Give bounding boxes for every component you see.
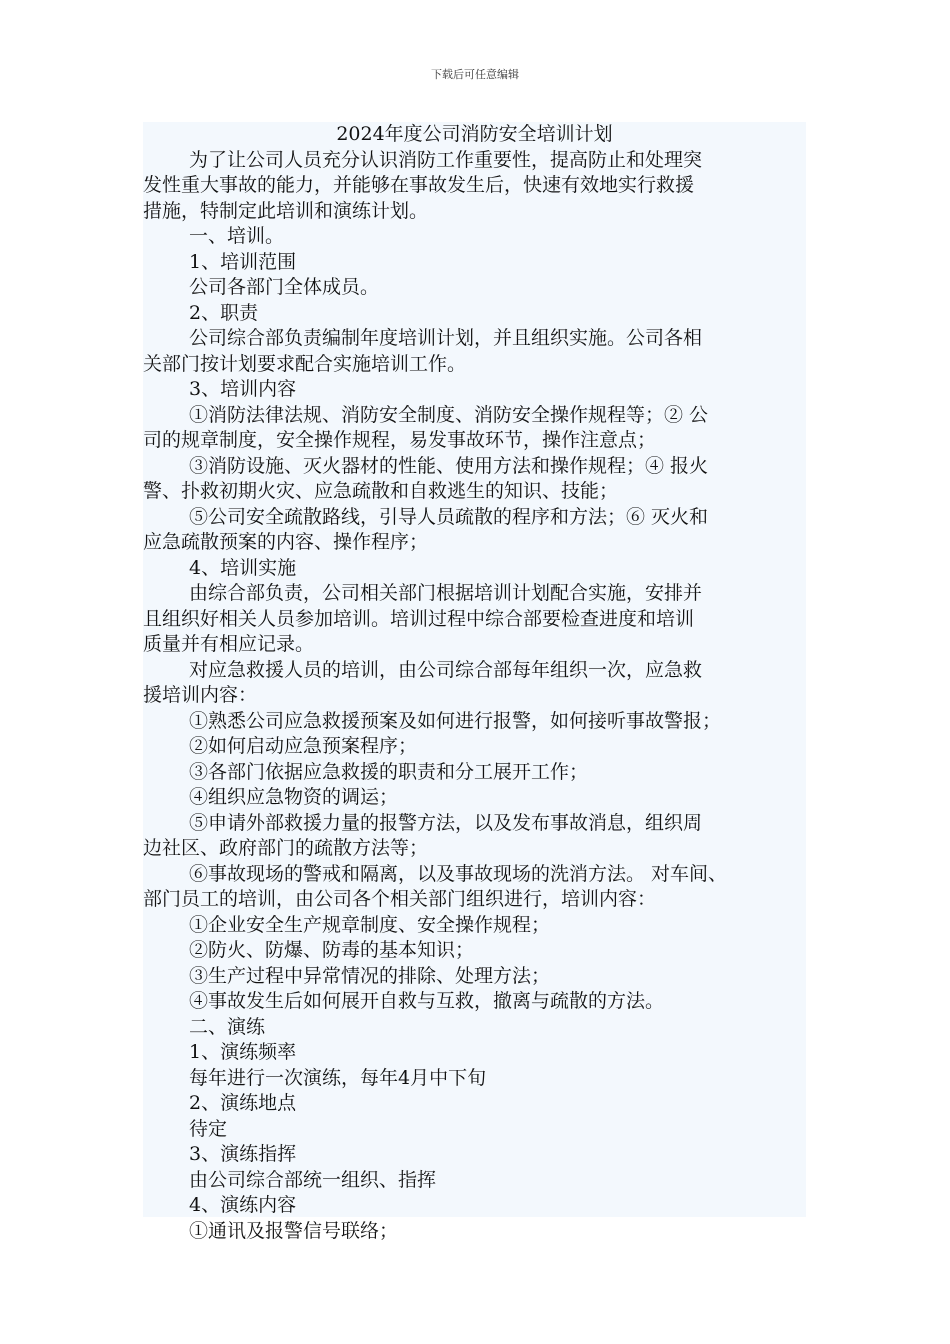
- text-line: 边社区、政府部门的疏散方法等；: [143, 837, 429, 859]
- text-line: 2、演练地点: [189, 1092, 297, 1114]
- text-line: ⑥事故现场的警戒和隔离，以及事故现场的洗消方法。 对车间、: [189, 862, 728, 885]
- text-line: ①熟悉公司应急救援预案及如何进行报警，如何接听事故警报；: [189, 709, 722, 732]
- text-line: 待定: [189, 1117, 228, 1140]
- text-line: 公司综合部负责编制年度培训计划，并且组织实施。公司各相: [189, 327, 703, 349]
- document-body: [143, 122, 806, 1242]
- text-line: 公司各部门全体成员。: [189, 276, 380, 298]
- text-line: ①消防法律法规、消防安全制度、消防安全操作规程等；② 公: [189, 403, 709, 426]
- text-line: 对应急救援人员的培训，由公司综合部每年组织一次，应急救: [189, 658, 703, 681]
- text-line: 1、演练频率: [189, 1041, 297, 1063]
- text-line: 措施，特制定此培训和演练计划。: [143, 199, 429, 222]
- text-line: 发性重大事故的能力，并能够在事故发生后，快速有效地实行救援: [143, 174, 695, 196]
- text-line: 每年进行一次演练，每年4月中下旬: [189, 1066, 487, 1089]
- text-line: 二、演练: [189, 1015, 266, 1038]
- text-line: 司的规章制度，安全操作规程，易发事故环节，操作注意点；: [143, 429, 657, 451]
- text-line: 关部门按计划要求配合实施培训工作。: [143, 352, 467, 375]
- text-line: ①企业安全生产规章制度、安全操作规程；: [189, 913, 551, 936]
- text-line: 由公司综合部统一组织、指挥: [189, 1168, 437, 1191]
- text-line: ⑤公司安全疏散路线，引导人员疏散的程序和方法；⑥ 灭火和: [189, 505, 709, 528]
- text-line: 一、培训。: [189, 225, 285, 247]
- text-line: 且组织好相关人员参加培训。培训过程中综合部要检查进度和培训: [143, 607, 695, 630]
- text-line: 为了让公司人员充分认识消防工作重要性，提高防止和处理突: [189, 148, 703, 171]
- text-line: 由综合部负责，公司相关部门根据培训计划配合实施，安排并: [189, 582, 703, 604]
- text-line: 3、培训内容: [189, 378, 297, 400]
- text-line: ②如何启动应急预案程序；: [189, 735, 418, 757]
- text-line: 部门员工的培训，由公司各个相关部门组织进行，培训内容：: [143, 888, 657, 910]
- text-line: 4、培训实施: [189, 556, 297, 579]
- text-line: 警、扑救初期火灾、应急疏散和自救逃生的知识、技能；: [143, 480, 619, 502]
- text-line: ④事故发生后如何展开自救与互救，撤离与疏散的方法。: [189, 990, 665, 1012]
- text-line: ③消防设施、灭火器材的性能、使用方法和操作规程；④ 报火: [189, 454, 709, 477]
- text-line: 质量并有相应记录。: [143, 633, 315, 655]
- text-line: ⑤申请外部救援力量的报警方法，以及发布事故消息，组织周: [189, 811, 703, 834]
- header-note: 下载后可任意编辑: [431, 68, 519, 81]
- text-line: 应急疏散预案的内容、操作程序；: [143, 531, 429, 553]
- text-line: 4、演练内容: [189, 1194, 297, 1216]
- text-line: 1、培训范围: [189, 250, 297, 273]
- document-title: 2024年度公司消防安全培训计划: [336, 123, 613, 145]
- text-line: ①通讯及报警信号联络；: [189, 1219, 399, 1242]
- text-line: 2、职责: [189, 301, 259, 324]
- text-line: ④组织应急物资的调运；: [189, 786, 399, 808]
- document-lines: [143, 148, 806, 1245]
- text-line: 3、演练指挥: [189, 1143, 297, 1165]
- text-line: ③生产过程中异常情况的排除、处理方法；: [189, 964, 551, 987]
- text-line: 援培训内容：: [143, 684, 258, 706]
- text-line: ③各部门依据应急救援的职责和分工展开工作；: [189, 760, 589, 783]
- text-line: ②防火、防爆、防毒的基本知识；: [189, 939, 475, 961]
